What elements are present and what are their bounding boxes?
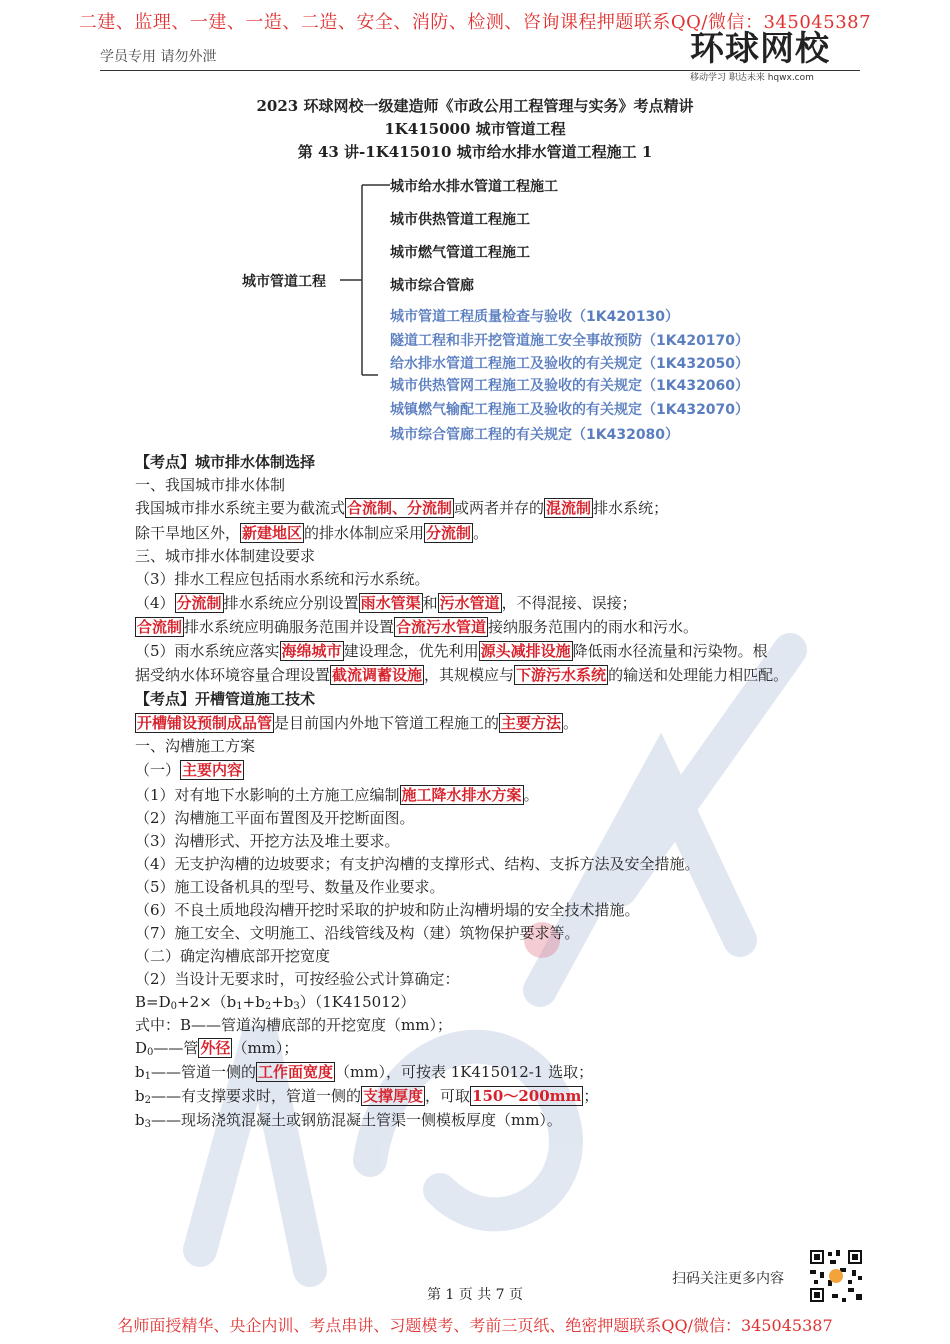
scan-prompt: 扫码关注更多内容 <box>672 1271 784 1287</box>
bottom-banner: 名师面授精华、央企内训、考点串讲、习题模考、考前三页纸、绝密押题联系QQ/微信：345045387 <box>117 1316 833 1335</box>
section-heading: 【考点】城市排水体制选择 <box>135 453 316 471</box>
list-item: 据受纳水体环境容量合理设置 截流调蓄设施 ，其规模应与 下游污水系统 的输送和处理能力相匹配。 <box>135 666 789 684</box>
list-item: （1）对有地下水影响的土方施工应编制 施工降水排水方案 。 <box>135 786 539 804</box>
lecture-title: 第 43 讲-1K415010 城市给水排水管道工程施工 1 <box>297 143 653 161</box>
list-item: （4）无支护沟槽的边坡要求；有支护沟槽的支撑形式、结构、支拆方法及安全措施。 <box>135 855 700 873</box>
mindmap-blue-item: 给水排水管道工程施工及验收的有关规定（1K432050） <box>390 356 750 372</box>
formula-intro: （2）当设计无要求时，可按经验公式计算确定： <box>135 970 460 988</box>
mindmap-item: 城市综合管廊 <box>390 278 474 294</box>
list-item: （2）沟槽施工平面布置图及开挖断面图。 <box>135 809 415 827</box>
paragraph: 我国城市排水系统主要为截流式 合流制、分流制 或两者并存的 混流制 排水系统； <box>135 499 669 517</box>
logo <box>690 30 865 86</box>
list-item: （3）排水工程应包括雨水系统和污水系统。 <box>135 570 430 588</box>
formula-definition: b1——管道一侧的 工作面宽度 （mm），可按表 1K415012-1 选取； <box>135 1063 594 1082</box>
mindmap-blue-item: 城市管道工程质量检查与验收（1K420130） <box>390 309 680 325</box>
list-item: （4） 分流制 排水系统应分别设置 雨水管渠 和 污水管道 ，不得混接、误接； <box>135 594 637 612</box>
subheading: 一、沟槽施工方案 <box>135 737 256 755</box>
formula-definition: b3——现场浇筑混凝土或钢筋混凝土管渠一侧模板厚度（mm）。 <box>135 1111 562 1130</box>
logo-subtitle: 移动学习 职达未来 hqwx.com <box>690 73 814 83</box>
header-divider <box>100 70 860 71</box>
formula-definition: b2——有支撑要求时，管道一侧的 支撑厚度 ，可取 150～200mm ； <box>135 1087 599 1106</box>
section-heading: 【考点】开槽管道施工技术 <box>135 690 316 708</box>
formula: B=D0+2×（b1+b2+b3）（1K415012） <box>135 993 416 1012</box>
subheading: 三、城市排水体制建设要求 <box>135 547 316 565</box>
page-number: 第 1 页 共 7 页 <box>426 1287 524 1303</box>
chapter-title: 1K415000 城市管道工程 <box>384 120 566 138</box>
doc-title: 2023 环球网校一级建造师《市政公用工程管理与实务》考点精讲 <box>256 97 694 115</box>
paragraph: 开槽铺设预制成品管 是目前国内外地下管道工程施工的 主要方法 。 <box>137 714 579 732</box>
list-item: （5）施工设备机具的型号、数量及作业要求。 <box>135 878 445 896</box>
mindmap-item: 城市燃气管道工程施工 <box>390 245 530 261</box>
mindmap-root: 城市管道工程 <box>242 274 326 290</box>
list-item: （7）施工安全、文明施工、沿线管线及构（建）筑物保护要求等。 <box>135 924 580 942</box>
list-item: （6）不良土质地段沟槽开挖时采取的护坡和防止沟槽坍塌的安全技术措施。 <box>135 901 640 919</box>
logo-text: 环球网校 <box>690 29 830 69</box>
subheading: （一） 主要内容 <box>135 761 243 779</box>
mindmap-blue-item: 城镇燃气输配工程施工及验收的有关规定（1K432070） <box>390 402 750 418</box>
top-banner: 二建、监理、一建、一造、二造、安全、消防、检测、咨询课程押题联系QQ/微信：345045387 <box>78 12 872 33</box>
student-note: 学员专用 请勿外泄 <box>100 49 217 65</box>
list-item: 合流制 排水系统应明确服务范围并设置 合流污水管道 接纳服务范围内的雨水和污水。 <box>137 618 699 636</box>
mindmap-item: 城市给水排水管道工程施工 <box>390 179 558 195</box>
mindmap-blue-item: 城市供热管网工程施工及验收的有关规定（1K432060） <box>390 378 750 394</box>
mindmap-bracket <box>340 180 390 380</box>
list-item: （5）雨水系统应落实 海绵城市 建设理念，优先利用 源头减排设施 降低雨水径流量和污染物。根 <box>135 642 768 660</box>
mindmap-blue-item: 城市综合管廊工程的有关规定（1K432080） <box>390 427 680 443</box>
list-item: （3）沟槽形式、开挖方法及堆土要求。 <box>135 832 400 850</box>
formula-definition: 式中：B——管道沟槽底部的开挖宽度（mm）； <box>135 1016 452 1034</box>
paragraph: 除干旱地区外， 新建地区 的排水体制应采用 分流制 。 <box>135 524 489 542</box>
mindmap-blue-item: 隧道工程和非开挖管道施工安全事故预防（1K420170） <box>390 333 750 349</box>
formula-definition: D0——管 外径 （mm）； <box>135 1039 299 1058</box>
subheading: 一、我国城市排水体制 <box>135 476 286 494</box>
subheading: （二）确定沟槽底部开挖宽度 <box>135 947 331 965</box>
mindmap-item: 城市供热管道工程施工 <box>390 212 530 228</box>
